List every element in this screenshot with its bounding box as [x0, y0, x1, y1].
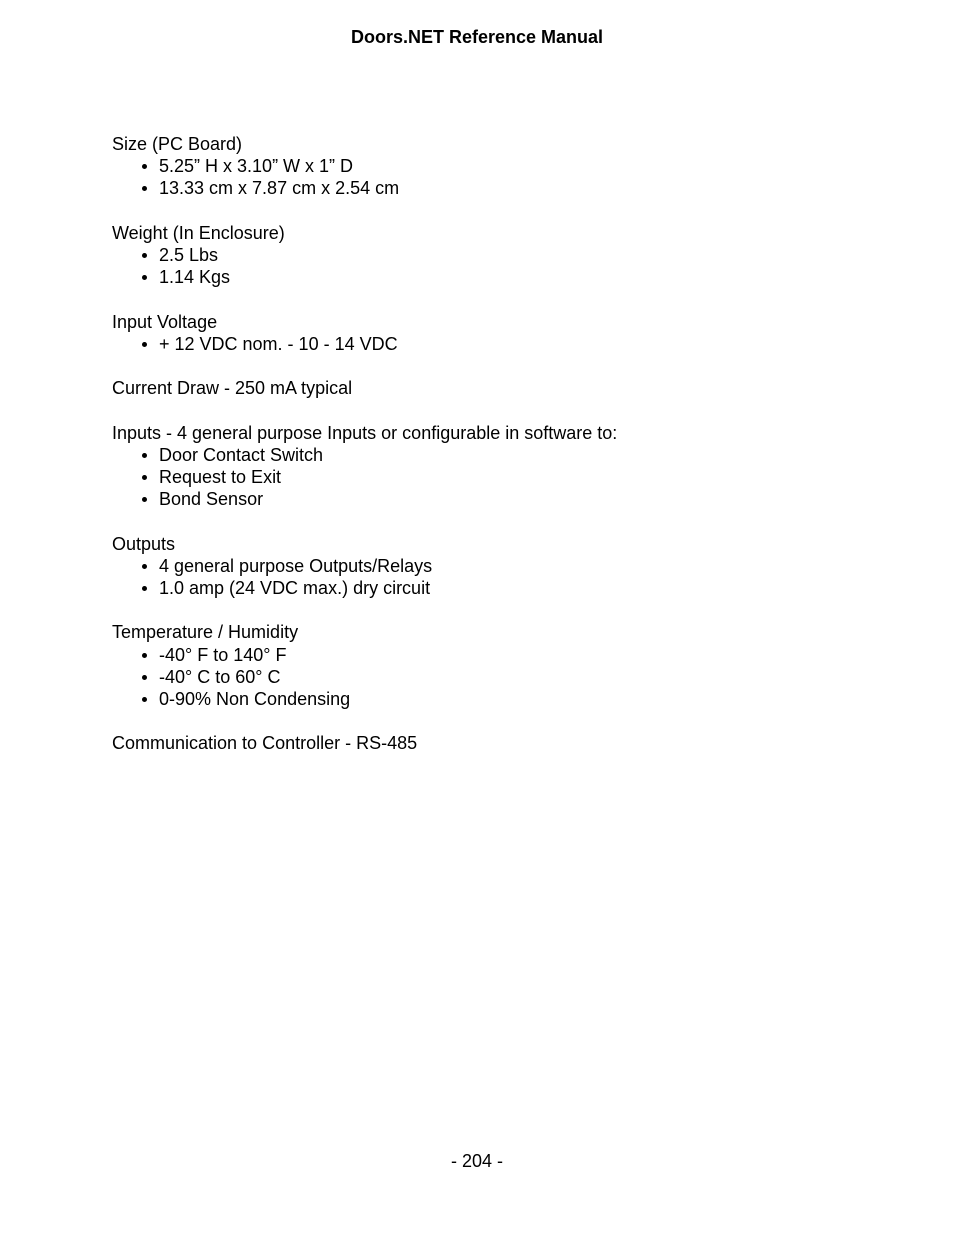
bullet-icon — [142, 586, 147, 591]
bullet-icon — [142, 564, 147, 569]
spec-section-weight — [112, 222, 872, 289]
section-title: Size (PC Board) — [112, 134, 243, 154]
bullet-list — [112, 244, 872, 288]
bullet-list — [112, 333, 872, 355]
list-item — [112, 177, 872, 199]
bullet-list — [112, 155, 872, 199]
bullet-icon — [142, 275, 147, 280]
spec-section-outputs — [112, 533, 872, 600]
spec-content — [112, 133, 872, 777]
list-item — [112, 333, 872, 355]
section-title: Communication to Controller - RS-485 — [112, 733, 418, 754]
section-title: Outputs — [112, 533, 176, 554]
list-item — [112, 488, 872, 510]
spec-section-input-voltage — [112, 311, 872, 355]
spec-section-temperature-humidity — [112, 621, 872, 710]
bullet-icon — [142, 453, 147, 458]
bullet-icon — [142, 475, 147, 480]
page-number: - 204 - — [450, 1151, 504, 1171]
list-item — [112, 155, 872, 177]
list-item-text: -40° C to 60° C — [159, 666, 281, 687]
bullet-icon — [142, 342, 147, 347]
bullet-icon — [142, 675, 147, 680]
list-item — [112, 644, 872, 666]
list-item — [112, 466, 872, 488]
list-item-text: Bond Sensor — [159, 489, 264, 510]
bullet-icon — [142, 653, 147, 658]
list-item-text: 0-90% Non Condensing — [159, 688, 351, 709]
list-item — [112, 688, 872, 710]
section-title: Weight (In Enclosure) — [112, 222, 285, 243]
list-item-text: + 12 VDC nom. - 10 - 14 VDC — [159, 333, 398, 354]
list-item-text: 2.5 Lbs — [159, 245, 219, 265]
bullet-icon — [142, 164, 147, 169]
bullet-icon — [142, 697, 147, 702]
list-item — [112, 577, 872, 599]
bullet-icon — [142, 497, 147, 502]
list-item-text: 13.33 cm x 7.87 cm x 2.54 cm — [159, 178, 400, 199]
list-item — [112, 555, 872, 577]
list-item-text: 4 general purpose Outputs/Relays — [159, 555, 433, 576]
list-item — [112, 244, 872, 266]
page-header-title: Doors.NET Reference Manual — [350, 27, 604, 47]
list-item — [112, 666, 872, 688]
bullet-icon — [142, 253, 147, 258]
bullet-list — [112, 644, 872, 711]
section-title: Current Draw - 250 mA typical — [112, 378, 353, 399]
list-item-text: Door Contact Switch — [159, 444, 324, 465]
section-title: Temperature / Humidity — [112, 622, 299, 643]
section-title: Input Voltage — [112, 311, 218, 332]
list-item — [112, 444, 872, 466]
spec-section-current-draw — [112, 377, 872, 399]
list-item-text: 1.0 amp (24 VDC max.) dry circuit — [159, 577, 431, 598]
list-item-text: 5.25” H x 3.10” W x 1” D — [159, 156, 354, 177]
bullet-list — [112, 444, 872, 511]
bullet-icon — [142, 186, 147, 191]
list-item-text: -40° F to 140° F — [159, 644, 287, 665]
spec-section-size — [112, 133, 872, 200]
list-item-text: 1.14 Kgs — [159, 267, 231, 288]
list-item-text: Request to Exit — [159, 466, 282, 487]
section-title: Inputs - 4 general purpose Inputs or configurable in software to: — [112, 422, 618, 443]
spec-section-inputs — [112, 422, 872, 511]
bullet-list — [112, 555, 872, 599]
spec-section-communication — [112, 732, 872, 754]
list-item — [112, 266, 872, 288]
